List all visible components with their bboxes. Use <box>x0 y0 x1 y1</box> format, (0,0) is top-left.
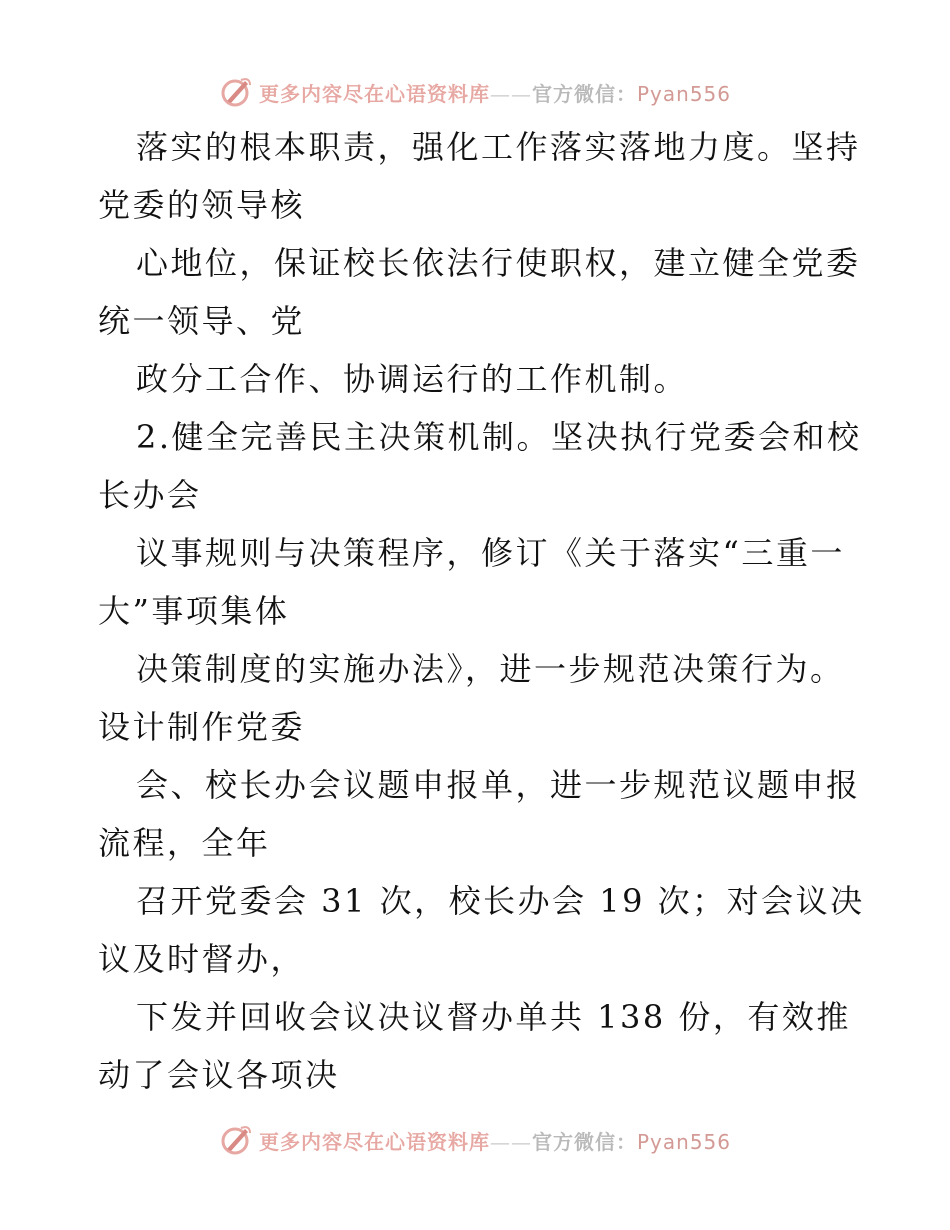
watermark-dash: —— <box>489 81 532 106</box>
text-line: 落实的根本职责，强化工作落实落地力度。坚持 <box>136 128 861 166</box>
text-line: 2.健全完善民主决策机制。坚决执行党委会和校 <box>136 418 862 456</box>
watermark-text-main: 更多内容尽在心语资料库 <box>258 81 490 106</box>
text-line: 议及时督办， <box>98 940 306 978</box>
watermark-text-wechat: 官方微信： <box>531 81 637 106</box>
footer-watermark <box>0 1120 950 1160</box>
text-line: 心地位，保证校长依法行使职权，建立健全党委 <box>136 244 861 282</box>
quill-logo-icon <box>219 1123 253 1157</box>
text-line: 会、校长办会议题申报单，进一步规范议题申报 <box>136 766 861 804</box>
text-line: 政分工合作、协调运行的工作机制。 <box>136 360 689 398</box>
watermark-wechat-id: Pyan556 <box>636 1129 731 1154</box>
text-line: 召开党委会 31 次，校长办会 19 次；对会议决 <box>136 882 865 920</box>
watermark-wechat-id: Pyan556 <box>636 81 731 106</box>
watermark-text-wechat: 官方微信： <box>531 1129 637 1154</box>
text-line: 长办会 <box>98 476 202 514</box>
quill-logo-icon <box>219 75 253 109</box>
watermark-dash: —— <box>489 1129 532 1154</box>
text-line: 设计制作党委 <box>98 708 306 746</box>
text-line: 党委的领导核 <box>98 186 306 224</box>
header-watermark <box>0 72 950 112</box>
text-line: 议事规则与决策程序，修订《关于落实“三重一 <box>136 534 845 572</box>
text-line: 流程，全年 <box>98 824 271 862</box>
text-line: 动了会议各项决 <box>98 1056 340 1094</box>
text-line: 决策制度的实施办法》，进一步规范决策行为。 <box>136 650 845 688</box>
document-body <box>98 118 865 1104</box>
text-line: 大”事项集体 <box>98 592 290 630</box>
text-line: 下发并回收会议决议督办单共 138 份，有效推 <box>136 998 851 1036</box>
watermark-text-main: 更多内容尽在心语资料库 <box>258 1129 490 1154</box>
text-line: 统一领导、党 <box>98 302 306 340</box>
